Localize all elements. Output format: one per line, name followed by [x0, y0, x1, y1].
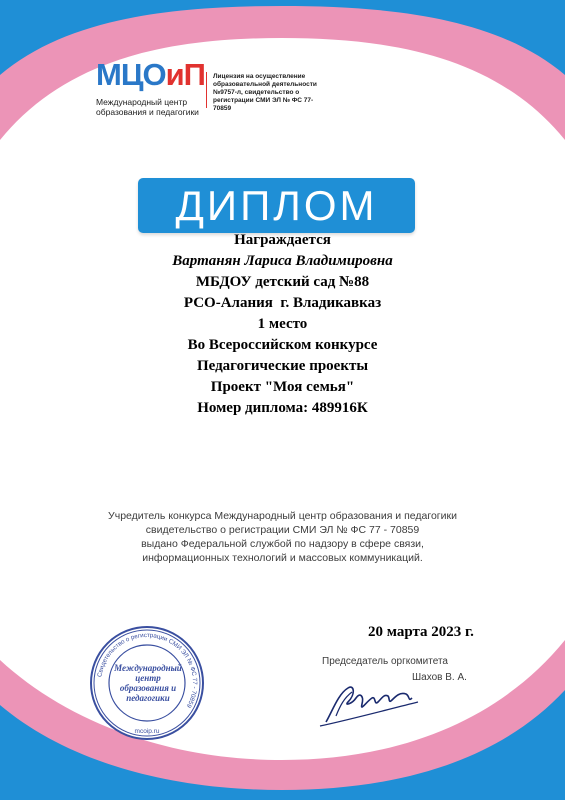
- contest-nomination: Педагогические проекты: [196, 358, 369, 374]
- founder-info: [0, 509, 565, 565]
- stamp-center-line: образования и: [119, 683, 177, 693]
- founder-line: информационных технологий и массовых коммуникаций.: [142, 552, 423, 564]
- contest-name: Во Всероссийском конкурсе: [187, 337, 378, 353]
- diploma-title-banner: [138, 178, 415, 233]
- logo-mark-blue: МЦО: [96, 57, 166, 92]
- founder-line: свидетельство о регистрации СМИ ЭЛ № ФС 77 - 70859: [145, 524, 420, 536]
- diploma-number: Номер диплома: 489916К: [197, 400, 368, 416]
- signatory-title: Председатель оргкомитета: [322, 656, 448, 667]
- stamp-center-line: педагогики: [126, 693, 170, 703]
- award-block: [0, 230, 565, 419]
- stamp-center-line: Международный: [114, 663, 182, 673]
- stamp-website: mcoip.ru: [134, 728, 160, 735]
- organization-stamp: [89, 625, 205, 741]
- mcoip-logo: [96, 58, 216, 118]
- diploma-title: ДИПЛОМ: [175, 182, 378, 229]
- award-heading: Награждается: [234, 232, 331, 248]
- stamp-center-text: [103, 663, 193, 703]
- recipient-location: РСО-Алания г. Владикавказ: [183, 295, 382, 311]
- logo-mark: [96, 58, 205, 92]
- issue-date: 20 марта 2023 г.: [368, 624, 474, 640]
- logo-mark-red: иП: [165, 57, 205, 92]
- logo-subtitle: [96, 97, 216, 117]
- logo-subtitle-line2: образования и педагогики: [96, 107, 199, 117]
- handwritten-signature: [318, 672, 428, 732]
- stamp-ring-text: Свидетельство о регистрации СМИ ЭЛ № ФС 77 - 70859: [96, 631, 199, 709]
- founder-line: Учредитель конкурса Международный центр образования и педагогики: [108, 510, 457, 522]
- recipient-organization: МБДОУ детский сад №88: [195, 274, 370, 290]
- logo-subtitle-line1: Международный центр: [96, 97, 188, 107]
- stamp-center-line: центр: [135, 673, 161, 683]
- award-place: 1 место: [257, 316, 308, 332]
- project-title: Проект "Моя семья": [210, 379, 355, 395]
- signatory-name: Шахов В. А.: [412, 672, 467, 683]
- logo-divider: [206, 72, 207, 108]
- recipient-name: Вартанян Лариса Владимировна: [172, 253, 393, 269]
- founder-line: выдано Федеральной службой по надзору в сфере связи,: [141, 538, 424, 550]
- license-text: Лицензия на осуществление образовательной деятельности №9757-л, свидетельство о регистрации СМИ ЭЛ № ФС 77-70859: [213, 73, 317, 112]
